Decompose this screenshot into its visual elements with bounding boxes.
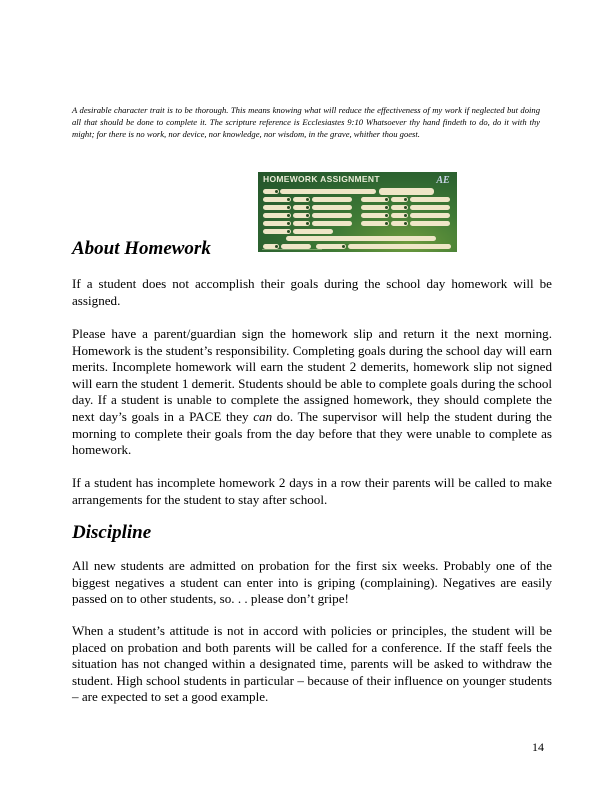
homework-image-title: HOMEWORK ASSIGNMENT [263, 174, 380, 184]
form-field [280, 189, 376, 194]
paragraph-text: do. The supervisor will help the student during the morning to complete their goals from the day before that they were unable to complete as homework. [72, 408, 552, 458]
paragraph-text: Please have a parent/guardian sign the homework slip and return it the next morning. Homework is the student’s responsibility. Completing goals during the school day will earn merits. Incomplete homework will earn the student 2 demerits, homework slip not signed will earn the student 1 demerit. Students should be able to complete goals during the school day. If a student is unable to complete the assigned homework, they should complete the next day’s goals in a PACE they [72, 326, 553, 424]
form-label [293, 221, 310, 226]
form-field [410, 205, 450, 210]
form-label [263, 189, 279, 194]
form-label [293, 213, 310, 218]
form-label [263, 205, 291, 210]
paragraph: When a student’s attitude is not in accord with policies or principles, the student will be placed on probation and both parents will be called for a conference. If the staff feels the situation has not changed within a designated time, parents will be asked to withdraw the student. High school students in particular – because of their influence on younger students – are expected to set a good example. [72, 623, 552, 705]
paragraph: If a student does not accomplish their goals during the school day homework will be assigned. [72, 276, 552, 308]
paragraph: If a student has incomplete homework 2 days in a row their parents will be called to make arrangements for the student to stay after school. [72, 475, 552, 507]
form-field [312, 197, 352, 202]
form-label [361, 197, 389, 202]
form-label [391, 205, 408, 210]
homework-assignment-image [258, 172, 457, 252]
emphasis-text: can [253, 408, 273, 424]
form-field [410, 213, 450, 218]
page-number: 14 [532, 740, 544, 754]
form-field [410, 221, 450, 226]
form-field [312, 205, 352, 210]
form-label [263, 229, 291, 234]
paragraph [72, 326, 552, 459]
form-label [391, 197, 408, 202]
form-label [391, 213, 408, 218]
form-statement [286, 236, 436, 241]
form-label [263, 197, 291, 202]
form-field [312, 213, 352, 218]
form-label [263, 221, 291, 226]
copyright-line [262, 249, 322, 250]
form-label [361, 221, 389, 226]
form-label [361, 205, 389, 210]
form-label [361, 213, 389, 218]
scripture-quote: A desirable character trait is to be thorough. This means knowing what will reduce the effectiveness of my work if neglected but doing all that should be done to complete it. The scripture reference is Ecclesiastes 9:10 Whatsoever thy hand findeth to do, do it with thy might; for there is no work, nor device, nor knowledge, nor wisdom, in the grave, whither thou goest. [72, 105, 540, 139]
form-field [293, 229, 333, 234]
form-field [312, 221, 352, 226]
ace-logo-icon: AE [436, 175, 450, 186]
form-label [263, 213, 291, 218]
section-heading-discipline: Discipline [72, 522, 152, 543]
form-label [391, 221, 408, 226]
form-note [379, 188, 434, 195]
form-field [410, 197, 450, 202]
section-heading-about-homework: About Homework [72, 238, 211, 259]
paragraph: All new students are admitted on probation for the first six weeks. Probably one of the biggest negatives a student can enter into is griping (complaining). Negatives are easily passed on to other students, so. . . please don’t gripe! [72, 558, 552, 607]
form-label [293, 197, 310, 202]
form-label [293, 205, 310, 210]
form-field [348, 244, 451, 249]
